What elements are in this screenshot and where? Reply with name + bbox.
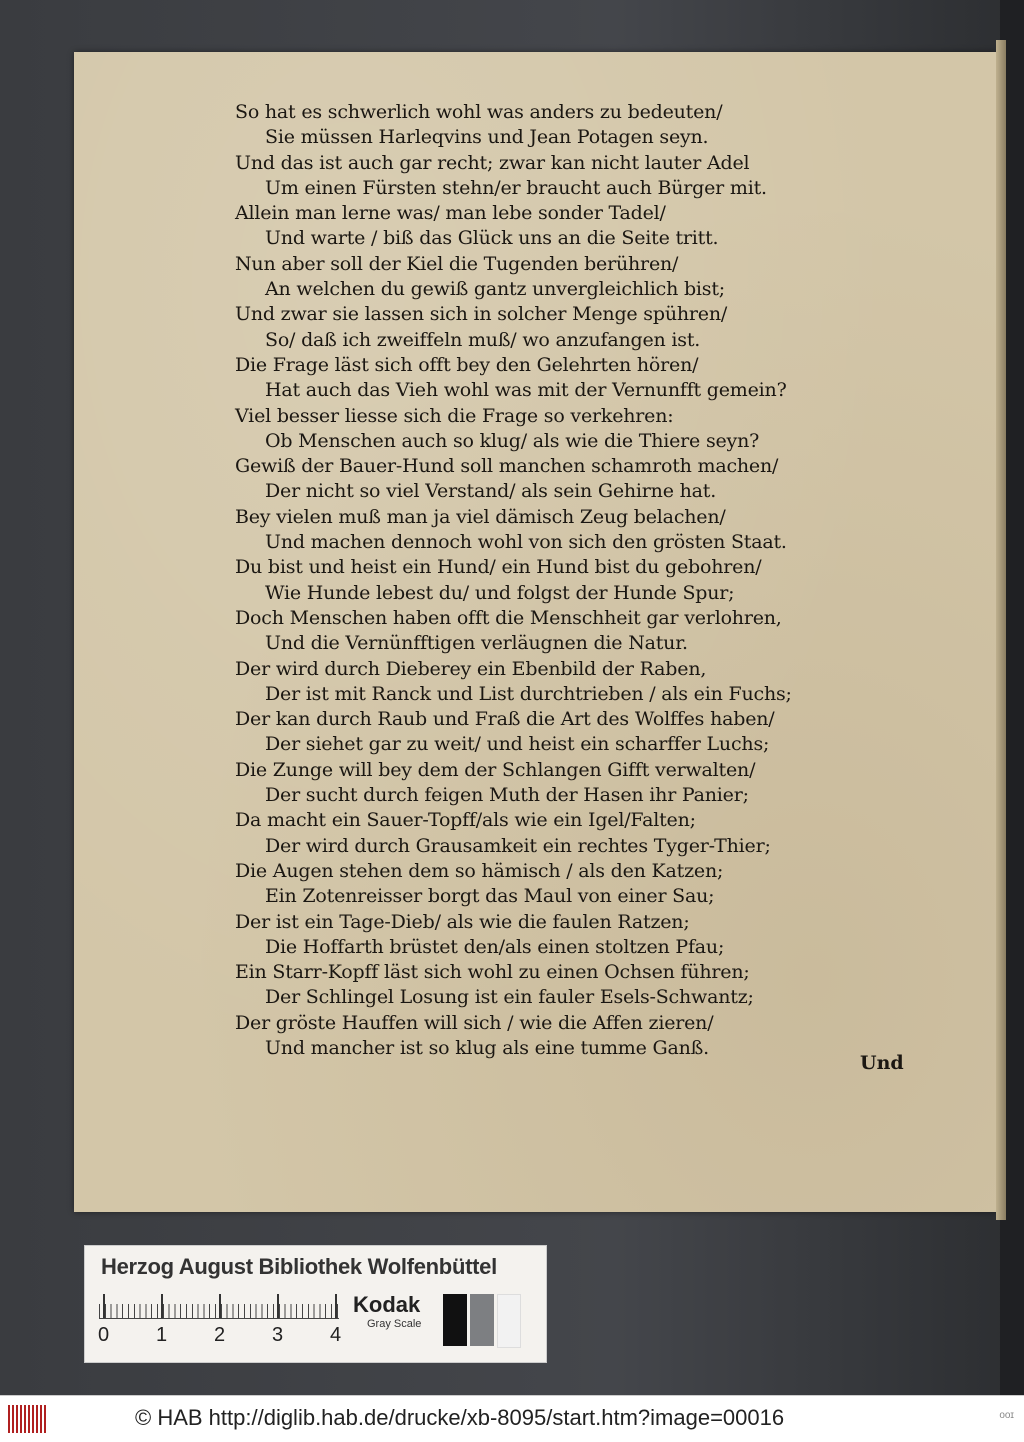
text-line: Nun aber soll der Kiel die Tugenden berühren/ [235, 252, 679, 275]
text-line: Doch Menschen haben offt die Menschheit gar verlohren, [235, 606, 782, 629]
text-line: So/ daß ich zweiffeln muß/ wo anzufangen ist. [265, 328, 701, 351]
text-line: Der siehet gar zu weit/ und heist ein scharffer Luchs; [265, 733, 770, 756]
text-line: Und zwar sie lassen sich in solcher Menge spühren/ [235, 303, 728, 326]
text-line: Und das ist auch gar recht; zwar kan nicht lauter Adel [235, 151, 750, 174]
text-line: Gewiß der Bauer-Hund soll manchen schamroth machen/ [235, 455, 779, 478]
text-line: Ein Zotenreisser borgt das Maul von einer Sau; [265, 885, 715, 908]
text-line: Und warte / biß das Glück uns an die Seite tritt. [265, 227, 719, 250]
text-line: Ein Starr-Kopff läst sich wohl zu einen Ochsen führen; [235, 961, 750, 984]
text-line: Der gröste Hauffen will sich / wie die Affen zieren/ [235, 1011, 714, 1034]
color-card [84, 1245, 547, 1363]
gray-patch-mid [470, 1294, 494, 1346]
text-line: Viel besser liesse sich die Frage so verkehren: [235, 404, 674, 427]
text-line: Allein man lerne was/ man lebe sonder Tadel/ [235, 202, 666, 225]
copyright-url[interactable]: © HAB http://diglib.hab.de/drucke/xb-8095/start.htm?image=00016 [135, 1405, 785, 1430]
poem-text-block [235, 100, 955, 1061]
ruler-number: 0 [98, 1324, 110, 1346]
page-binding-edge [996, 40, 1006, 1220]
text-line: Ob Menschen auch so klug/ als wie die Thiere seyn? [265, 429, 760, 452]
text-line: Bey vielen muß man ja viel dämisch Zeug belachen/ [235, 505, 726, 528]
text-line: Da macht ein Sauer-Topff/als wie ein Igel/Falten; [235, 809, 696, 832]
ruler-major-tick [335, 1294, 337, 1318]
gray-scale-label: Gray Scale [367, 1318, 422, 1330]
library-name: Herzog August Bibliothek Wolfenbüttel [101, 1254, 497, 1279]
text-line: Der kan durch Raub und Fraß die Art des Wolffes haben/ [235, 708, 775, 731]
hab-logo-icon [8, 1405, 46, 1433]
ruler-major-tick [161, 1294, 163, 1318]
footer-mark: ᴏᴏɪ [999, 1410, 1014, 1421]
ruler-number: 3 [272, 1324, 284, 1346]
catchword: Und [860, 1052, 904, 1074]
text-line: Wie Hunde lebest du/ und folgst der Hunde Spur; [265, 581, 735, 604]
text-line: Sie müssen Harleqvins und Jean Potagen seyn. [265, 126, 709, 149]
text-line: Der wird durch Dieberey ein Ebenbild der Raben, [235, 657, 707, 680]
text-line: Und die Vernünfftigen verläugnen die Natur. [265, 632, 688, 655]
text-line: Hat auch das Vieh wohl was mit der Vernunfft gemein? [265, 379, 787, 402]
text-line: Der ist ein Tage-Dieb/ als wie die faulen Ratzen; [235, 910, 690, 933]
text-line: Die Augen stehen dem so hämisch / als den Katzen; [235, 859, 724, 882]
ruler-number: 4 [330, 1324, 342, 1346]
text-line: Und mancher ist so klug als eine tumme Ganß. [265, 1036, 709, 1059]
text-line: Die Frage läst sich offt bey den Gelehrten hören/ [235, 353, 699, 376]
text-line: Der nicht so viel Verstand/ als sein Gehirne hat. [265, 480, 717, 503]
gray-patch-white [497, 1294, 521, 1348]
text-line: So hat es schwerlich wohl was anders zu bedeuten/ [235, 101, 723, 123]
gray-patch-black [443, 1294, 467, 1346]
text-line: Um einen Fürsten stehn/er braucht auch Bürger mit. [265, 176, 767, 199]
text-line: Der sucht durch feigen Muth der Hasen ihr Panier; [265, 784, 749, 807]
text-line: Der wird durch Grausamkeit ein rechtes Tyger-Thier; [265, 834, 771, 857]
text-line: Der Schlingel Losung ist ein fauler Esels-Schwantz; [265, 986, 754, 1009]
text-line: Die Zunge will bey dem der Schlangen Gifft verwalten/ [235, 758, 756, 781]
kodak-brand: Kodak [353, 1292, 421, 1317]
text-line: Du bist und heist ein Hund/ ein Hund bist du gebohren/ [235, 556, 762, 579]
ruler-number: 1 [156, 1324, 168, 1346]
text-line: Der ist mit Ranck und List durchtrieben / als ein Fuchs; [265, 682, 792, 705]
text-line: Die Hoffarth brüstet den/als einen stoltzen Pfau; [265, 935, 725, 958]
ruler-major-tick [219, 1294, 221, 1318]
ruler-major-tick [103, 1294, 105, 1318]
footer-bar [0, 1395, 1024, 1442]
text-line: An welchen du gewiß gantz unvergleichlich bist; [265, 278, 725, 301]
ruler-major-tick [277, 1294, 279, 1318]
ruler-number: 2 [214, 1324, 226, 1346]
text-line: Und machen dennoch wohl von sich den grösten Staat. [265, 531, 787, 554]
measurement-ruler [99, 1292, 339, 1319]
